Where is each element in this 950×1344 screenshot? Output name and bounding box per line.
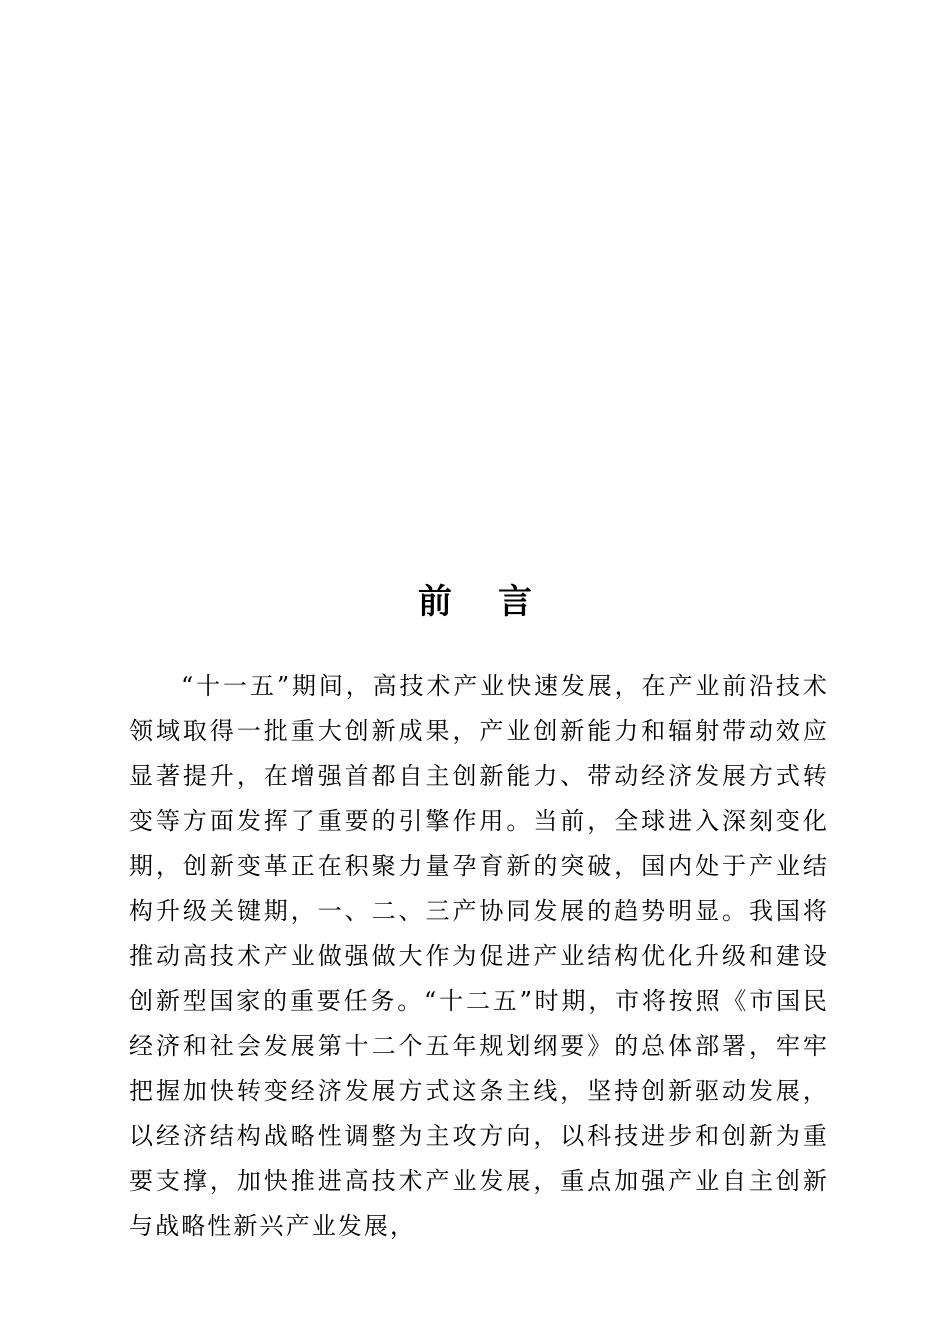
page-title: 前言	[418, 582, 578, 622]
body-paragraph: “十一五”期间，高技术产业快速发展，在产业前沿技术领域取得一批重大创新成果，产业创新能力和辐射带动效应显著提升，在增强首都自主创新能力、带动经济发展方式转变等方面发挥了重要的引擎作用。当前，全球进入深刻变化期，创新变革正在积聚力量孕育新的突破，国内处于产业结构升级关键期，一、二、三产协同发展的趋势明显。我国将推动高技术产业做强做大作为促进产业结构优化升级和建设创新型国家的重要任务。“十二五”时期，市将按照《市国民经济和社会发展第十二个五年规划纲要》的总体部署，牢牢把握加快转变经济发展方式这条主线，坚持创新驱动发展，以经济结构战略性调整为主攻方向，以科技进步和创新为重要支撑，加快推进高技术产业发展，重点加强产业自主创新与战略性新兴产业发展，	[129, 672, 829, 1240]
